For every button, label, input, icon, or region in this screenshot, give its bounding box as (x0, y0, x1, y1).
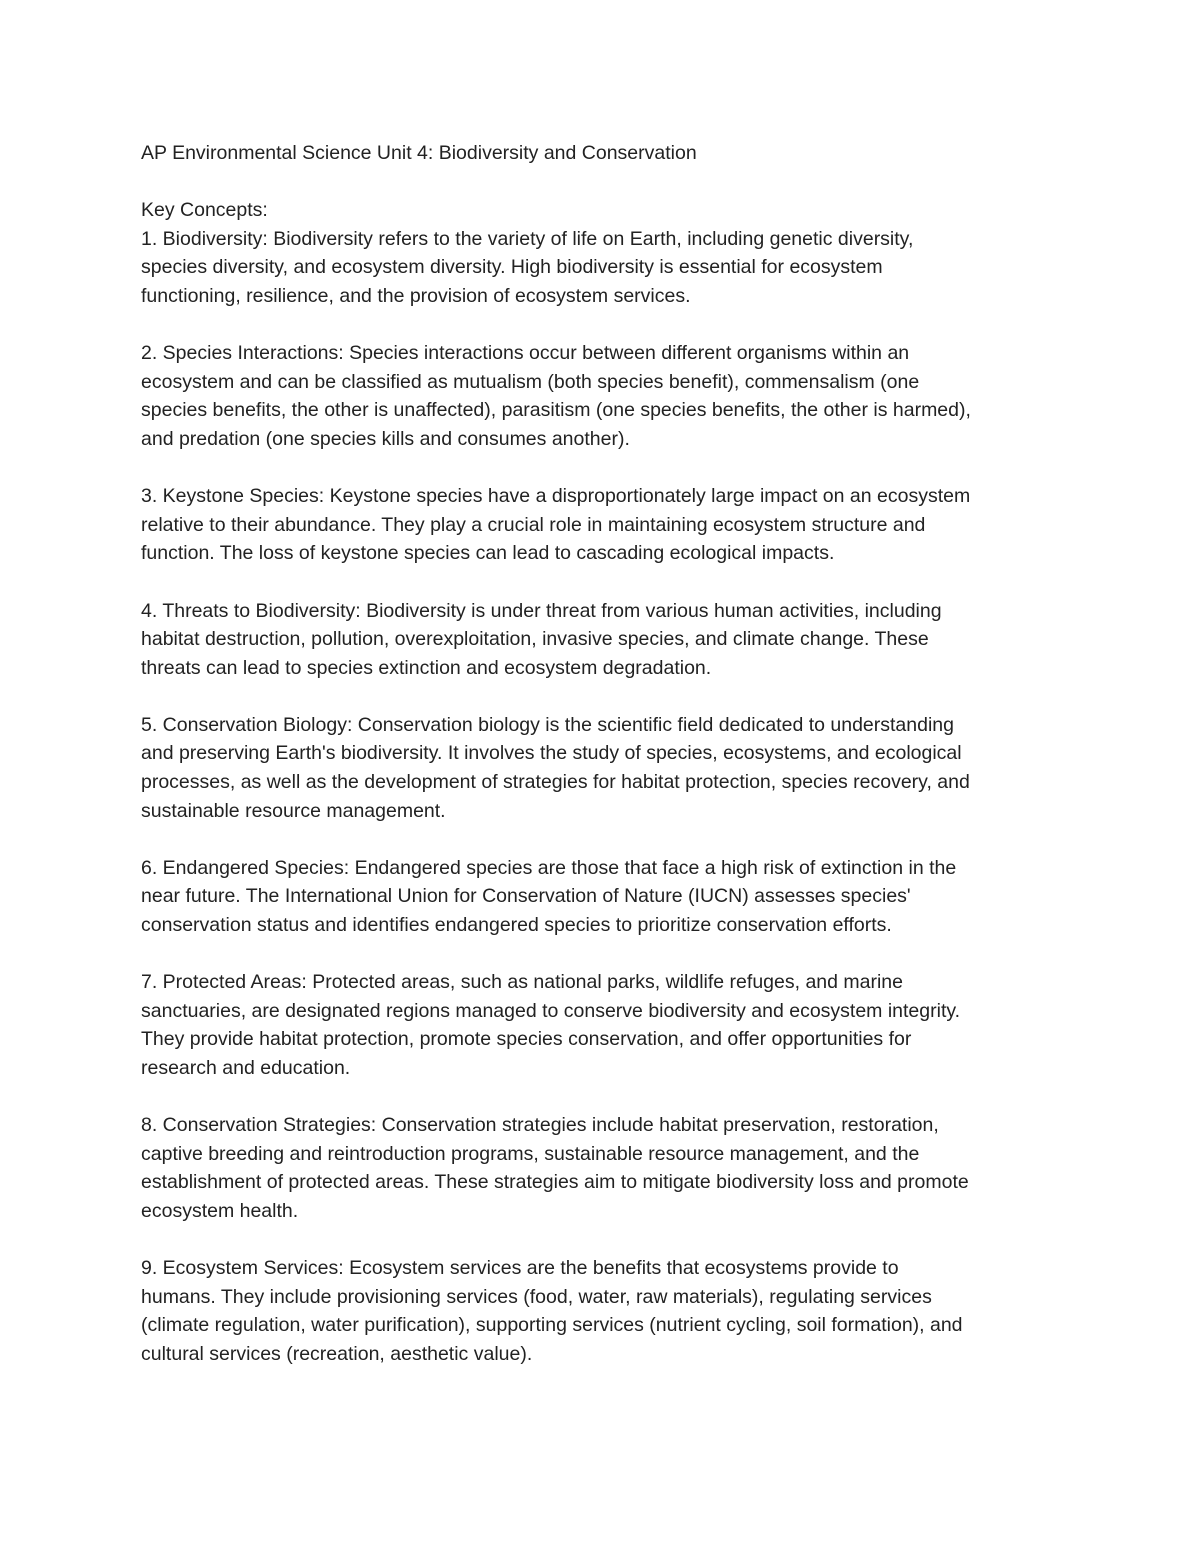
concept-line: habitat destruction, pollution, overexploitation, invasive species, and climate change. These (141, 628, 929, 651)
concept-paragraph (141, 339, 1101, 453)
concept-line: and preserving Earth's biodiversity. It involves the study of species, ecosystems, and ecological (141, 742, 962, 765)
spacer (141, 682, 1101, 711)
concept-line: captive breeding and reintroduction programs, sustainable resource management, and the (141, 1142, 920, 1165)
concept-paragraph (141, 482, 1101, 568)
concept-line: research and education. (141, 1057, 351, 1079)
concept-line: threats can lead to species extinction and ecosystem degradation. (141, 656, 712, 679)
concept-line: 7. Protected Areas: Protected areas, such as national parks, wildlife refuges, and marine (141, 971, 903, 994)
concept-paragraph (141, 1254, 1101, 1368)
concept-line: near future. The International Union for Conservation of Nature (IUCN) assesses species' (141, 885, 911, 908)
concept-line: ecosystem health. (141, 1199, 299, 1222)
concept-paragraph (141, 1111, 1101, 1225)
concept-line: sanctuaries, are designated regions managed to conserve biodiversity and ecosystem integrity. (141, 999, 961, 1022)
concept-line: function. The loss of keystone species can lead to cascading ecological impacts. (141, 542, 835, 565)
key-concepts-heading: Key Concepts: (141, 199, 268, 222)
concept-line: 3. Keystone Species: Keystone species have a disproportionately large impact on an ecosystem (141, 485, 971, 508)
spacer (141, 168, 1101, 197)
concept-line: relative to their abundance. They play a crucial role in maintaining ecosystem structure and (141, 513, 926, 536)
concept-line: ecosystem and can be classified as mutualism (both species benefit), commensalism (one (141, 370, 920, 393)
concept-line: establishment of protected areas. These strategies aim to mitigate biodiversity loss and promote (141, 1171, 969, 1194)
concept-list (141, 225, 1101, 1369)
spacer (141, 311, 1101, 340)
concept-line: functioning, resilience, and the provision of ecosystem services. (141, 284, 691, 307)
concept-paragraph (141, 225, 1101, 311)
concept-line: 9. Ecosystem Services: Ecosystem services are the benefits that ecosystems provide to (141, 1257, 899, 1280)
concept-line: conservation status and identifies endangered species to prioritize conservation efforts. (141, 914, 892, 937)
spacer (141, 1226, 1101, 1255)
concept-line: species benefits, the other is unaffected), parasitism (one species benefits, the other is harmed), (141, 399, 971, 422)
concept-line: 5. Conservation Biology: Conservation biology is the scientific field dedicated to understanding (141, 713, 954, 736)
concept-line: 2. Species Interactions: Species interactions occur between different organisms within an (141, 342, 910, 365)
concept-line: and predation (one species kills and consumes another). (141, 427, 630, 450)
document-title: AP Environmental Science Unit 4: Biodiversity and Conservation (141, 142, 697, 164)
concept-line: cultural services (recreation, aesthetic value). (141, 1342, 533, 1365)
concept-paragraph (141, 854, 1101, 940)
concept-paragraph (141, 968, 1101, 1082)
spacer (141, 568, 1101, 597)
concept-line: species diversity, and ecosystem diversity. High biodiversity is essential for ecosystem (141, 256, 883, 279)
concept-line: 6. Endangered Species: Endangered species are those that face a high risk of extinction in the (141, 856, 957, 879)
spacer (141, 825, 1101, 854)
concept-line: 4. Threats to Biodiversity: Biodiversity is under threat from various human activities, including (141, 599, 942, 622)
concept-line: They provide habitat protection, promote species conservation, and offer opportunities for (141, 1028, 912, 1051)
spacer (141, 454, 1101, 483)
concept-line: (climate regulation, water purification), supporting services (nutrient cycling, soil formation), and (141, 1314, 963, 1337)
concept-line: humans. They include provisioning services (food, water, raw materials), regulating services (141, 1285, 932, 1308)
concept-paragraph (141, 711, 1101, 825)
spacer (141, 940, 1101, 969)
concept-line: 8. Conservation Strategies: Conservation strategies include habitat preservation, restoration, (141, 1114, 939, 1137)
concept-line: 1. Biodiversity: Biodiversity refers to the variety of life on Earth, including genetic diversity, (141, 227, 914, 250)
concept-line: sustainable resource management. (141, 799, 446, 822)
concept-line: processes, as well as the development of strategies for habitat protection, species recovery, and (141, 771, 970, 794)
spacer (141, 1083, 1101, 1112)
concept-paragraph (141, 597, 1101, 683)
document-page (141, 139, 1101, 1369)
